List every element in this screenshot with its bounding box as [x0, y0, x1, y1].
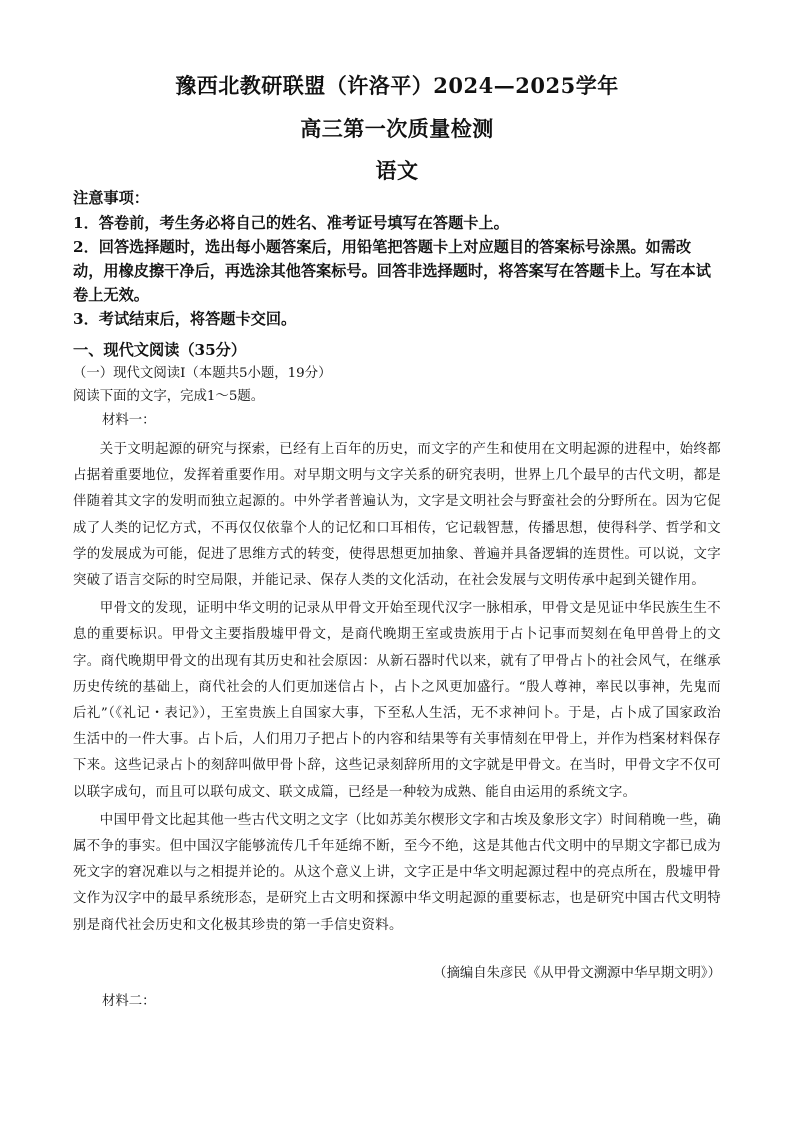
source-citation: （摘编自朱彦民《从甲骨文溯源中华早期文明》） [433, 966, 721, 981]
material-label: 材料一： [102, 413, 156, 428]
subsection-title: （一）现代文阅读Ⅰ（本题共5小题，19分） [73, 366, 332, 381]
exam-title-line1: 豫西北教研联盟（许洛平）2024—2025学年 [175, 73, 619, 98]
notice-item: 2．回答选择题时，选出每小题答案后，用铅笔把答题卡上对应题目的答案标号涂黑。如需改动，用橡皮擦干净后，再选涂其他答案标号。回答非选择题时，将答案写在答题卡上。写在本试卷上无效。 [73, 238, 711, 304]
paragraph: 甲骨文的发现，证明中华文明的记录从甲骨文开始至现代汉字一脉相承，甲骨文是见证中华民族生生不息的重要标识。甲骨文主要指殷墟甲骨文，是商代晚期王室或贵族用于占卜记事而契刻在龟甲兽骨上的文字。商代晚期甲骨文的出现有其历史和社会原因：从新石器时代以来，就有了甲骨占卜的社会风气，在继承历史传统的基础上，商代社会的人们更加迷信占卜，占卜之风更加盛行。“殷人尊神，率民以事神，先鬼而后礼”（《礼记・表记》），王室贵族上自国家大事，下至私人生活，无不求神问卜。于是，占卜成了国家政治生活中的一件大事。占卜后，人们用刀子把占卜的内容和结果等有关事情刻在甲骨上，并作为档案材料保存下来。这些记录占卜的刻辞叫做甲骨卜辞，这些记录刻辞所用的文字就是甲骨文。在当时，甲骨文字不仅可以联字成句，而且可以联句成文、联文成篇，已经是一种较为成熟、能自由运用的系统文字。 [73, 601, 721, 800]
notice-heading: 注意事项： [73, 189, 149, 207]
material-label: 材料二： [102, 994, 156, 1009]
notice-item: 1．答卷前，考生务必将自己的姓名、准考证号填写在答题卡上。 [73, 214, 509, 232]
paragraph: 中国甲骨文比起其他一些古代文明之文字（比如苏美尔楔形文字和古埃及象形文字）时间稍晚一些，确属不争的事实。但中国汉字能够流传几千年延绵不断，至今不绝，这是其他古代文明中的早期文字都已成为死文字的窘况难以与之相提并论的。从这个意义上讲，文字正是中华文明起源过程中的亮点所在，殷墟甲骨文作为汉字中的最早系统形态，是研究上古文明和探源中华文明起源的重要标志，也是研究中国古代文明特别是商代社会历史和文化极其珍贵的第一手信史资料。 [73, 812, 721, 933]
paragraph: 关于文明起源的研究与探索，已经有上百年的历史，而文字的产生和使用在文明起源的进程中，始终都占据着重要地位，发挥着重要作用。对早期文明与文字关系的研究表明，世界上几个最早的古代文明，都是伴随着其文字的发明而独立起源的。中外学者普遍认为，文字是文明社会与野蛮社会的分野所在。因为它促成了人类的记忆方式，不再仅仅依靠个人的记忆和口耳相传，它记载智慧，传播思想，使得科学、哲学和文学的发展成为可能，促进了思维方式的转变，使得思想更加抽象、普遍并具备逻辑的连贯性。可以说，文字突破了语言交际的时空局限，并能记录、保存人类的文化活动，在社会发展与文明传承中起到关键作用。 [73, 442, 721, 589]
reading-instruction: 阅读下面的文字，完成1～5题。 [73, 389, 265, 404]
notice-item: 3．考试结束后，将答题卡交回。 [73, 310, 297, 328]
exam-title-line2: 高三第一次质量检测 [300, 116, 494, 141]
subject-title: 语文 [375, 158, 419, 183]
material1-text [73, 437, 721, 939]
section-title: 一、现代文阅读（35分） [73, 341, 247, 359]
notice-list [73, 211, 721, 331]
